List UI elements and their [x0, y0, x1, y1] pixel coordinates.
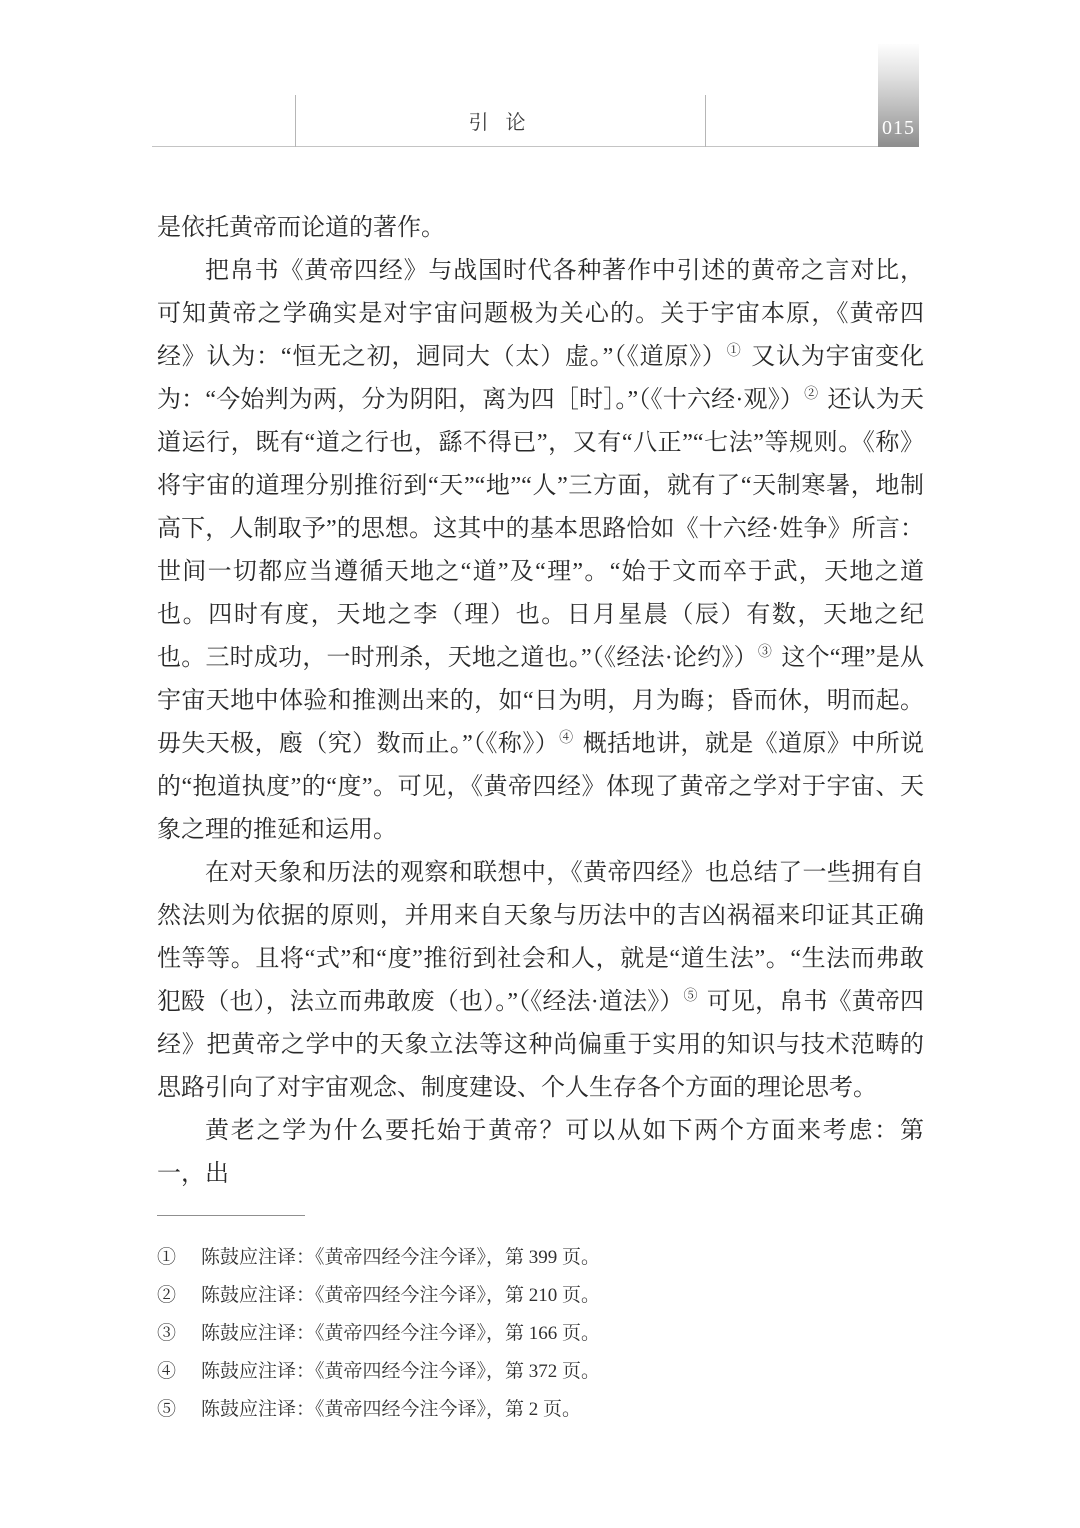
- footnote-item: [157, 1277, 924, 1315]
- paragraph: 把帛书《黄帝四经》与战国时代各种著作中引述的黄帝之言对比，可知黄帝之学确实是对宇宙问题极为关心的。关于宇宙本原，《黄帝四经》认为：“恒无之初，迵同大（太）虚。”（《道原》）① 又认为宇宙变化为：“今始判为两，分为阴阳，离为四［时］。”（《十六经·观》）② 还认为天道运行，既有“道之行也，繇不得已”，又有“八正”“七法”等规则。《称》将宇宙的道理分别推衍到“天”“地”“人”三方面，就有了“天制寒暑，地制高下，人制取予”的思想。这其中的基本思路恰如《十六经·姓争》所言：世间一切都应当遵循天地之“道”及“理”。“始于文而卒于武，天地之道也。四时有度，天地之李（理）也。日月星晨（辰）有数，天地之纪也。三时成功，一时刑杀，天地之道也。”（《经法·论约》）③ 这个“理”是从宇宙天地中体验和推测出来的，如“日为明，月为晦；昏而休，明而起。毋失天极，廏（究）数而止。”（《称》）④ 概括地讲，就是《道原》中所说的“抱道执度”的“度”。可见，《黄帝四经》体现了黄帝之学对于宇宙、天象之理的推延和运用。: [157, 258, 925, 843]
- header-tick-right: [705, 95, 706, 147]
- header-rule: [152, 146, 878, 147]
- footnote-marker: ②: [157, 1285, 177, 1306]
- footnote-text: 陈鼓应注译：《黄帝四经今注今译》，第 2 页。: [201, 1399, 582, 1420]
- footnote-marker: ④: [157, 1361, 177, 1382]
- footnote-ref: ①: [726, 344, 742, 359]
- footnote-text: 陈鼓应注译：《黄帝四经今注今译》，第 210 页。: [201, 1285, 601, 1306]
- body-text: [157, 207, 924, 1196]
- footnote-marker: ③: [157, 1323, 177, 1344]
- footnote-item: [157, 1315, 924, 1353]
- footnote-item: [157, 1391, 924, 1429]
- footnote-text: 陈鼓应注译：《黄帝四经今注今译》，第 399 页。: [201, 1247, 601, 1268]
- footnote-marker: ①: [157, 1247, 177, 1268]
- paragraph: 在对天象和历法的观察和联想中，《黄帝四经》也总结了一些拥有自然法则为依据的原则，并用来自天象与历法中的吉凶祸福来印证其正确性等等。且将“式”和“度”推衍到社会和人，就是“道生法”。“生法而弗敢犯殹（也），法立而弗敢废（也）。”（《经法·道法》）⑤ 可见，帛书《黄帝四经》把黄帝之学中的天象立法等这种尚偏重于实用的知识与技术范畴的思路引向了对宇宙观念、制度建设、个人生存各个方面的理论思考。: [157, 860, 925, 1101]
- footnotes-list: [157, 1239, 924, 1429]
- footnote-ref: ③: [757, 645, 773, 660]
- footnote-item: [157, 1353, 924, 1391]
- footnote-ref: ④: [559, 731, 574, 746]
- paragraph: 是依托黄帝而论道的著作。: [157, 215, 445, 241]
- footnotes-section: [157, 1215, 924, 1429]
- footnote-marker: ⑤: [157, 1399, 177, 1420]
- footnote-divider: [157, 1215, 305, 1216]
- paragraph: 黄老之学为什么要托始于黄帝？可以从如下两个方面来考虑：第一，出: [157, 1118, 924, 1187]
- footnote-text: 陈鼓应注译：《黄帝四经今注今译》，第 166 页。: [201, 1323, 601, 1344]
- footnote-ref: ⑤: [683, 989, 698, 1004]
- page-number: 015: [882, 117, 915, 139]
- page-number-badge: [878, 44, 919, 147]
- footnote-item: [157, 1239, 924, 1277]
- footnote-ref: ②: [804, 387, 819, 402]
- page-title: 引 论: [468, 112, 532, 134]
- footnote-text: 陈鼓应注译：《黄帝四经今注今译》，第 372 页。: [201, 1361, 601, 1382]
